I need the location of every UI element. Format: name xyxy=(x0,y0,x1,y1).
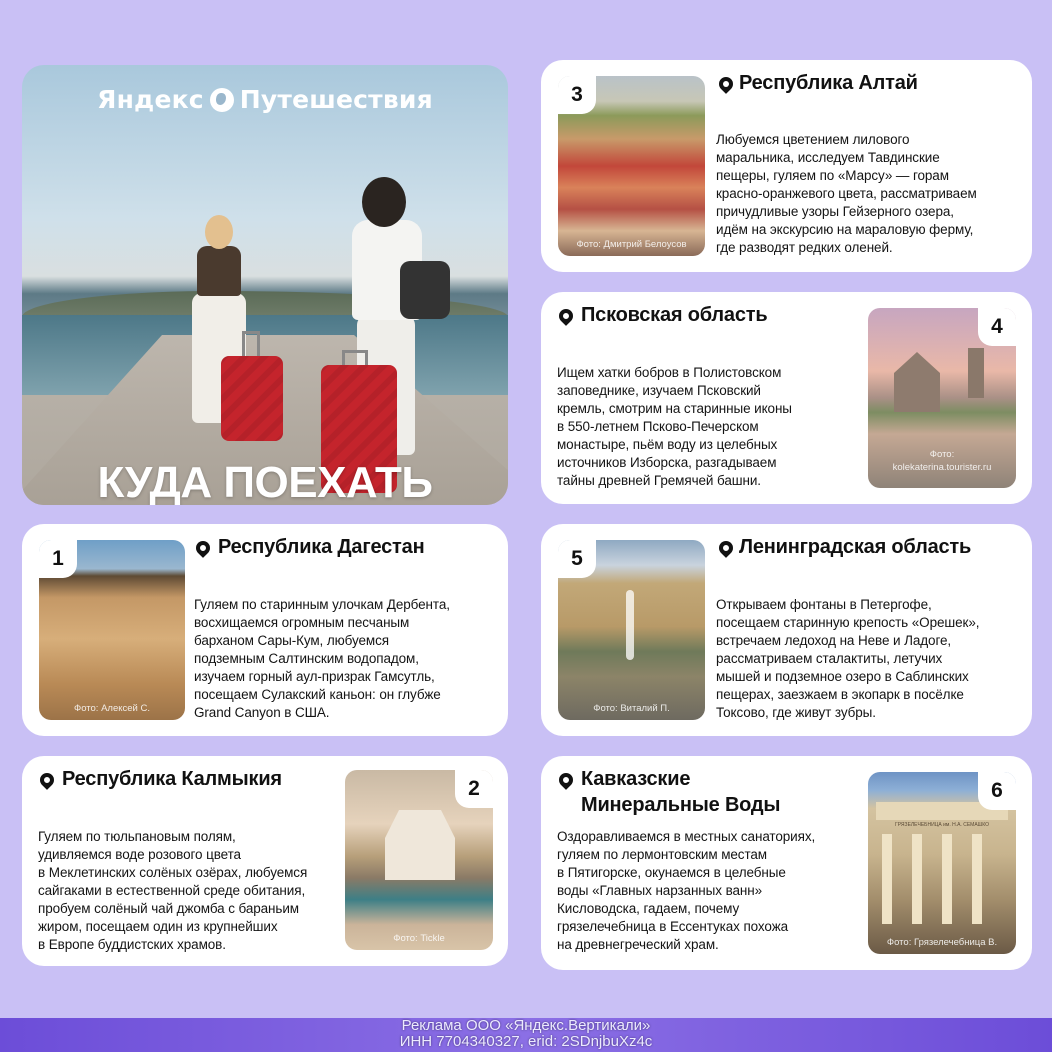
kalmykia-photo xyxy=(345,770,493,950)
destination-card-leningrad xyxy=(541,524,1032,736)
logo-text-travel: Путешествия xyxy=(239,85,433,114)
photo-credit: Фото: Грязелечебница В. xyxy=(886,937,998,948)
card-number: 1 xyxy=(39,540,77,578)
red-suitcase-small xyxy=(221,356,283,441)
photo-credit: Фото: Алексей С. xyxy=(73,703,150,714)
destination-card-pskov xyxy=(541,292,1032,504)
photo-credit: Фото: Tickle xyxy=(393,933,445,944)
pskov-photo xyxy=(868,308,1016,488)
destination-card-kmv xyxy=(541,756,1032,970)
card-description: Оздоравливаемся в местных санаториях, гуляем по лермонтовским местам в Пятигорске, окунаемся в целебные воды «Главных нарзанных ванн» Кисловодска, гадаем, почему грязелечебница в Ессентуках похожа на древнегреческий храм. xyxy=(557,829,816,952)
card-description: Ищем хатки бобров в Полистовском заповеднике, изучаем Псковский кремль, смотрим на старинные иконы в 550-летнем Псково-Печерском монастыре, пьём воду из целебных источников Изборска, разгадываем тайны древней Гремячей башни. xyxy=(557,365,792,488)
hero-banner xyxy=(22,65,508,505)
card-title: Республика Алтай xyxy=(739,72,918,94)
card-title: Ленинградская область xyxy=(739,536,972,558)
location-pin-icon xyxy=(716,74,736,94)
card-description: Открываем фонтаны в Петергофе, посещаем старинную крепость «Орешек», встречаем ледоход на Неве и Ладоге, рассматриваем сталактиты, летучих мышей и подземное озеро в Саблинских пещерах, заезжаем в экопарк в посёлке Токсово, где живут зубры. xyxy=(716,597,980,720)
card-number: 5 xyxy=(558,540,596,578)
photo-credit: Фото: Виталий П. xyxy=(593,703,670,714)
dagestan-photo xyxy=(39,540,185,720)
altai-photo xyxy=(558,76,705,256)
card-number: 2 xyxy=(455,770,493,808)
headline-line-1: КУДА ПОЕХАТЬ xyxy=(97,458,433,505)
card-number: 4 xyxy=(978,308,1016,346)
ad-disclaimer-footer xyxy=(0,1018,1052,1052)
card-title: Республика Калмыкия xyxy=(62,768,282,790)
location-pin-icon xyxy=(37,770,57,790)
card-description: Гуляем по старинным улочкам Дербента, восхищаемся огромным песчаным барханом Сары-Кум, любуемся подземным Салтинским водопадом, изучаем горный аул-призрак Гамсутль, посещаем Сулакский каньон: он глубже Grand Canyon в США. xyxy=(194,597,450,720)
ad-disclaimer-line-1: Реклама ООО «Яндекс.Вертикали» xyxy=(401,1017,651,1034)
photo-credit: Фото: kolekaterina.tourister.ru xyxy=(892,449,992,473)
card-description: Гуляем по тюльпановым полям, удивляемся воде розового цвета в Меклетинских солёных озёрах, любуемся сайгаками в естественной среде обитания, пробуем солёный чай джомба с бараньим жиром, посещаем один из крупнейших в Европе буддистских храмов. xyxy=(38,829,308,952)
location-pin-icon xyxy=(716,538,736,558)
card-description: Любуемся цветением лилового маральника, исследуем Тавдинские пещеры, гуляем по «Марсу» — горам красно-оранжевого цвета, рассматриваем причудливые узоры Гейзерного озера, идём на экскурсию на мараловую ферму, где разводят редких оленей. xyxy=(716,132,977,255)
ad-disclaimer-line-2: ИНН 7704340327, erid: 2SDnjbuXz4c xyxy=(399,1033,653,1050)
yandex-travel-logo xyxy=(22,85,508,114)
logo-text-yandex: Яндекс xyxy=(97,85,204,114)
card-number: 6 xyxy=(978,772,1016,810)
card-title: Кавказские Минеральные Воды xyxy=(581,768,781,816)
photo-credit: Фото: Дмитрий Белоусов xyxy=(576,239,687,250)
card-title: Псковская область xyxy=(581,304,768,326)
location-pin-icon xyxy=(193,538,213,558)
destination-card-kalmykia xyxy=(22,756,508,966)
building-sign: ГРЯЗЕЛЕЧЕБНИЦА им. Н.А. СЕМАШКО xyxy=(895,822,989,828)
destination-card-dagestan xyxy=(22,524,508,736)
card-number: 3 xyxy=(558,76,596,114)
globe-icon xyxy=(210,88,234,112)
leningrad-photo xyxy=(558,540,705,720)
destination-card-altai xyxy=(541,60,1032,272)
location-pin-icon xyxy=(556,770,576,790)
card-title: Республика Дагестан xyxy=(218,536,425,558)
kmv-photo xyxy=(868,772,1016,954)
location-pin-icon xyxy=(556,306,576,326)
